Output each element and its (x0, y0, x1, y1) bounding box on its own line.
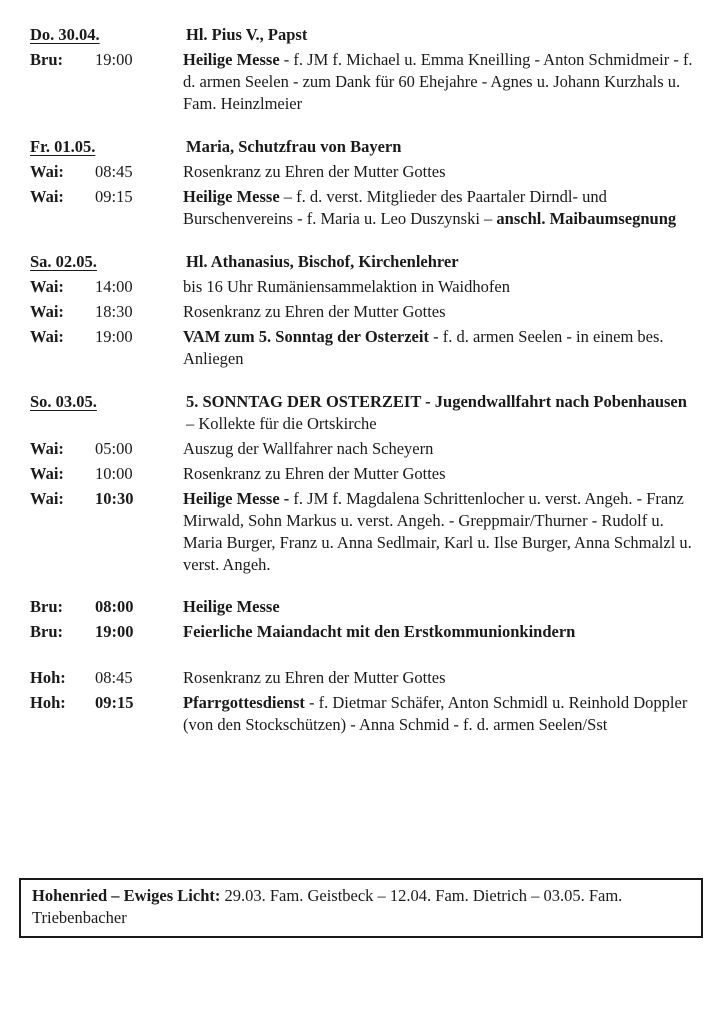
event-intentions: - f. JM f. Michael u. Emma Kneilling - Anton Schmidmeir - f. d. armen Seelen - zum Dank für 60 Ehejahre - Agnes u. Johann Kurzhals u. Fam. Heinzlmeier (183, 50, 693, 113)
location-group-bru (30, 596, 694, 643)
time-value: 10:00 (95, 464, 133, 483)
event-intentions: Rosenkranz zu Ehren der Mutter Gottes (183, 302, 446, 321)
time-value: 14:00 (95, 277, 133, 296)
day-header (30, 391, 694, 435)
day-section-do-3004 (30, 24, 694, 115)
event-description (183, 596, 694, 618)
time-value: 09:15 (95, 693, 134, 712)
day-title: Maria, Schutzfrau von Bayern (186, 137, 402, 156)
event-description (183, 186, 694, 230)
location-label: Wai: (30, 439, 64, 458)
time-value: 19:00 (95, 50, 133, 69)
event-title: Heilige Messe - (183, 489, 290, 508)
event-intentions: Rosenkranz zu Ehren der Mutter Gottes (183, 162, 446, 181)
location-label: Bru: (30, 597, 63, 616)
event-note: anschl. Maibaumsegnung (496, 209, 677, 228)
location-label: Wai: (30, 187, 64, 206)
schedule-row (30, 438, 694, 460)
day-section-sa-0205 (30, 251, 694, 370)
schedule-row (30, 186, 694, 230)
day-section-so-0305 (30, 391, 694, 736)
event-description (183, 49, 694, 115)
event-description (183, 161, 694, 183)
event-intentions: - f. d. armen Seelen - in einem bes. Anliegen (183, 327, 664, 368)
schedule-row (30, 488, 694, 576)
location-label: Hoh: (30, 693, 66, 712)
event-title: Heilige Messe (183, 50, 280, 69)
day-header (30, 24, 694, 46)
event-intentions: Rosenkranz zu Ehren der Mutter Gottes (183, 464, 446, 483)
date-label: So. 03.05. (30, 392, 97, 411)
event-intentions: f. JM f. Magdalena Schrittenlocher u. verst. Angeh. - Franz Mirwald, Sohn Markus u. verst. Angeh. - Greppmair/Thurner - Rudolf u. Maria Burger, Franz u. Anna Sedlmair, Karl u. Ilse Burger, Anna Schmalzl u. verst. Angeh. (183, 489, 692, 574)
location-label: Bru: (30, 50, 63, 69)
schedule-row (30, 49, 694, 115)
location-label: Wai: (30, 464, 64, 483)
time-value: 19:00 (95, 622, 134, 641)
time-value: 19:00 (95, 327, 133, 346)
schedule-row (30, 667, 694, 689)
schedule-row (30, 276, 694, 298)
event-title: Pfarrgottesdienst (183, 693, 305, 712)
time-value: 09:15 (95, 187, 133, 206)
event-description (183, 621, 694, 643)
event-title: Heilige Messe (183, 187, 280, 206)
schedule-row (30, 301, 694, 323)
location-label: Wai: (30, 327, 64, 346)
day-header (30, 251, 694, 273)
time-value: 18:30 (95, 302, 133, 321)
event-description (183, 692, 694, 736)
event-description (183, 488, 694, 576)
event-description (183, 463, 694, 485)
schedule-row (30, 161, 694, 183)
ewiges-licht-families: 29.03. Fam. Geistbeck – 12.04. Fam. Dietrich – 03.05. Fam. Triebenbacher (32, 886, 623, 927)
event-description (183, 667, 694, 689)
ewiges-licht-box (19, 878, 703, 938)
event-intentions: bis 16 Uhr Rumäniensammelaktion in Waidhofen (183, 277, 510, 296)
event-description (183, 301, 694, 323)
day-title: Hl. Athanasius, Bischof, Kirchenlehrer (186, 252, 459, 271)
event-description (183, 276, 694, 298)
event-intentions: Rosenkranz zu Ehren der Mutter Gottes (183, 668, 446, 687)
event-description (183, 438, 694, 460)
location-label: Wai: (30, 489, 64, 508)
day-section-fr-0105 (30, 136, 694, 230)
schedule-row (30, 326, 694, 370)
day-title-main: 5. SONNTAG DER OSTERZEIT - Jugendwallfahrt nach Pobenhausen (186, 392, 687, 411)
location-label: Wai: (30, 277, 64, 296)
location-label: Wai: (30, 302, 64, 321)
day-title-collection-note: – Kollekte für die Ortskirche (186, 414, 377, 433)
time-value: 10:30 (95, 489, 134, 508)
schedule-row (30, 692, 694, 736)
date-label: Do. 30.04. (30, 25, 100, 44)
event-title: Heilige Messe (183, 597, 280, 616)
event-intentions: Auszug der Wallfahrer nach Scheyern (183, 439, 434, 458)
date-label: Sa. 02.05. (30, 252, 97, 271)
time-value: 08:45 (95, 162, 133, 181)
day-header (30, 136, 694, 158)
event-title: Feierliche Maiandacht mit den Erstkommunionkindern (183, 622, 576, 641)
time-value: 08:45 (95, 668, 133, 687)
event-description (183, 326, 694, 370)
event-title: VAM zum 5. Sonntag der Osterzeit (183, 327, 429, 346)
location-group-hoh (30, 667, 694, 736)
event-intentions: - f. Dietmar Schäfer, Anton Schmidl u. Reinhold Doppler (von den Stockschützen) - Anna Schmid - f. d. armen Seelen/Sst (183, 693, 688, 734)
schedule-row (30, 463, 694, 485)
location-label: Bru: (30, 622, 63, 641)
time-value: 08:00 (95, 597, 134, 616)
schedule-row (30, 596, 694, 618)
date-label: Fr. 01.05. (30, 137, 96, 156)
day-title: Hl. Pius V., Papst (186, 25, 308, 44)
day-title (183, 391, 694, 435)
location-label: Hoh: (30, 668, 66, 687)
location-label: Wai: (30, 162, 64, 181)
event-intentions: – f. d. verst. Mitglieder des Paartaler Dirndl- und Burschenvereins - f. Maria u. Leo Duszynski – (183, 187, 607, 228)
ewiges-licht-heading: Hohenried – Ewiges Licht: (32, 886, 221, 905)
time-value: 05:00 (95, 439, 133, 458)
schedule-row (30, 621, 694, 643)
